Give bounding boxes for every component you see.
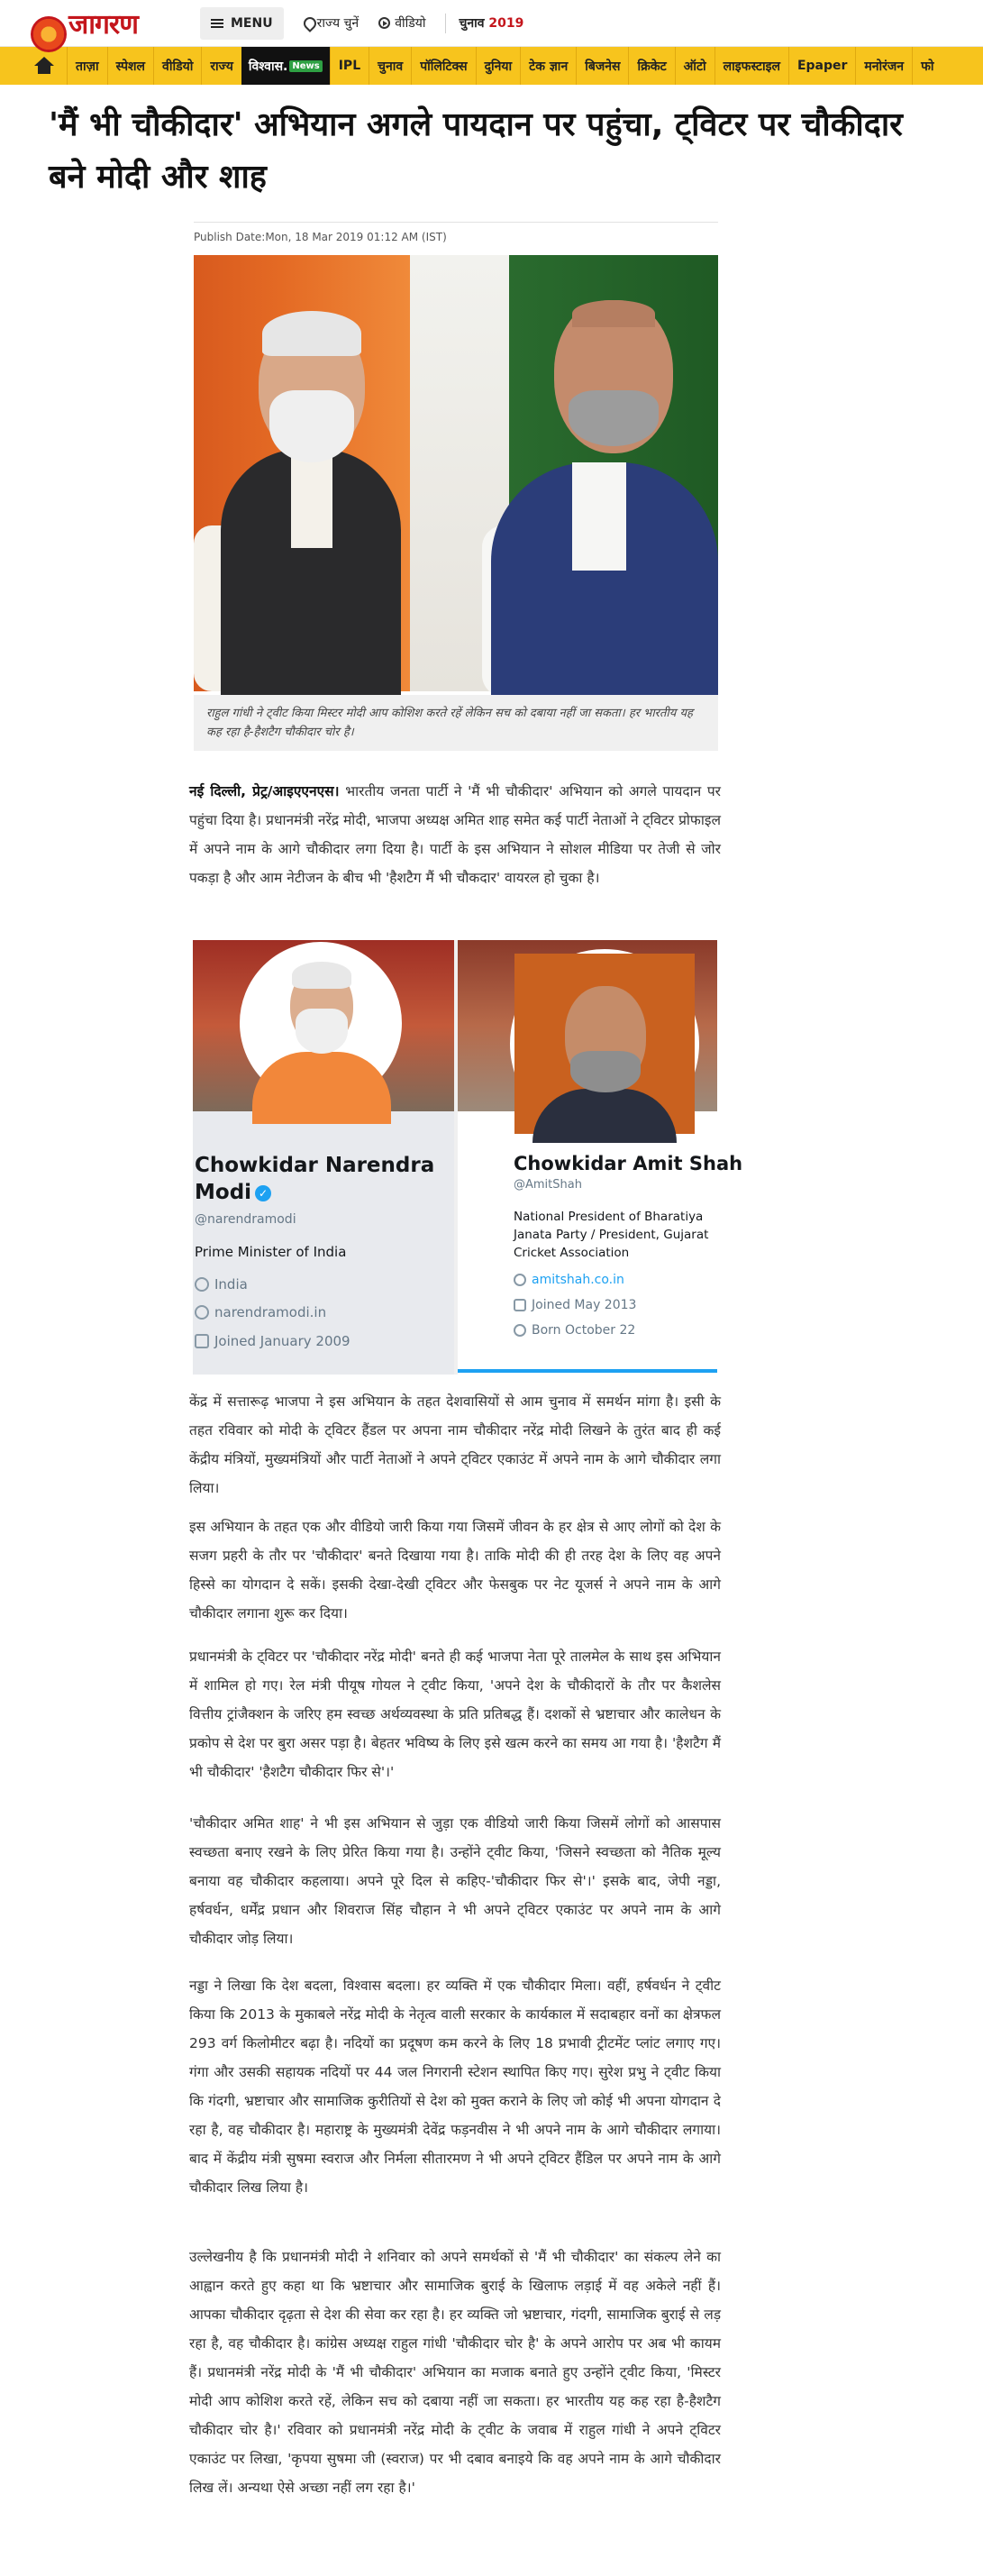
- link-icon: [195, 1305, 209, 1320]
- modi-website-link: narendramodi.in: [214, 1304, 327, 1320]
- profiles-separator: [454, 940, 458, 1375]
- nav-item-lifestyle[interactable]: लाइफस्टाइल: [714, 47, 788, 85]
- video-label: वीडियो: [395, 16, 426, 31]
- person-left-hair: [262, 311, 361, 356]
- nav-item-special[interactable]: स्पेशल: [107, 47, 153, 85]
- nav-item-cricket[interactable]: क्रिकेट: [628, 47, 674, 85]
- shah-handle: @AmitShah: [514, 1178, 582, 1192]
- election-label: चुनाव: [459, 16, 485, 31]
- calendar-icon: [514, 1299, 526, 1311]
- avatar-kurta: [252, 1052, 391, 1124]
- location-icon: [195, 1277, 209, 1292]
- modi-handle: @narendramodi: [195, 1212, 296, 1227]
- nav-item-politics[interactable]: पॉलिटिक्स: [411, 47, 475, 85]
- modi-avatar: [240, 942, 402, 1104]
- shah-bio: National President of Bharatiya Janata Party / President, Gujarat Cricket Association: [514, 1210, 709, 1260]
- vishwas-news-badge: News: [289, 60, 322, 72]
- avatar-beard: [570, 1051, 641, 1092]
- nav-item-tech[interactable]: टेक ज्ञान: [520, 47, 576, 85]
- nav-item-auto[interactable]: ऑटो: [675, 47, 714, 85]
- nav-item-vishwas-news[interactable]: [241, 47, 330, 85]
- body-paragraph: उल्लेखनीय है कि प्रधानमंत्री मोदी ने शनिवार को अपने समर्थकों से 'मैं भी चौकीदार' का संकल्प लेने का आह्वान करते हुए कहा था कि भ्रष्टाचार और सामाजिक बुराई के खिलाफ लड़ाई में वह अकेले नहीं हैं। आपका चौकीदार दृढ़ता से देश की सेवा कर रहा है। हर व्यक्ति जो भ्रष्टाचार, गंदगी, सामाजिक बुराई से लड़ रहा है, वह चौकीदार है। कांग्रेस अध्यक्ष राहुल गांधी 'चौकीदार चोर है' के अपने आरोप पर अब भी कायम हैं। प्रधानमंत्री नरेंद्र मोदी के 'मैं भी चौकीदार' अभियान का मजाक बनाते हुए उन्होंने ट्वीट किया, 'मिस्टर मोदी आप कोशिश करते रहें, लेकिन सच को दबाया नहीं जा सकता। हर भारतीय यह कह रहा है-हैशटैग चौकीदार चोर है।' रविवार को प्रधानमंत्री नरेंद्र मोदी के ट्वीट के जवाब में राहुल गांधी ने अपने ट्विटर एकाउंट पर लिखा, 'कृपया सुषमा जी (स्वराज) पर भी दबाव बनाइये कि वह अपने नाम के आगे चौकीदार लिख लें। अन्यथा ऐसे अच्छा नहीं लग रहा है।': [189, 2249, 721, 2496]
- home-icon[interactable]: [34, 57, 54, 75]
- balloon-icon: [514, 1324, 526, 1337]
- body-paragraph: इस अभियान के तहत एक और वीडियो जारी किया गया जिसमें जीवन के हर क्षेत्र से आए लोगों को देश के सजग प्रहरी के तौर पर 'चौकीदार' बनते दिखाया गया है। ताकि मोदी की ही तरह देश के लिए वह अपने हिस्से का योगदान दे सकें। इसकी देखा-देखी ट्विटर और फेसबुक पर नेट यूजर्स ने अपने नाम के आगे चौकीदार लगाना शुरू कर दिया।: [189, 1519, 721, 1621]
- modi-website: [195, 1304, 326, 1320]
- modi-location-text: India: [214, 1276, 248, 1293]
- body-paragraph: नड्डा ने लिखा कि देश बदला, विश्वास बदला। हर व्यक्ति में एक चौकीदार मिला। वहीं, हर्षवर्धन ने ट्वीट किया कि 2013 के मुकाबले नरेंद्र मोदी के नेतृत्व वाली सरकार के कार्यकाल में सदाबहार वनों का क्षेत्रफल 293 वर्ग किलोमीटर बढ़ा है। नदियों का प्रदूषण कम करने के लिए 18 प्रभावी ट्रीटमेंट प्लांट लगाए गए। गंगा और उसकी सहायक नदियों पर 44 जल निगरानी स्टेशन स्थापित किए गए। सुरेश प्रभु ने ट्वीट किया कि गंदगी, भ्रष्टाचार और सामाजिक कुरीतियों से देश को मुक्त कराने के लिए जो कोई भी अपना योगदान दे रहा है, वह चौकीदार है। महाराष्ट्र के मुख्यमंत्री देवेंद्र फड़नवीस ने भी अपने नाम के आगे चौकीदार लगाया। बाद में केंद्रीय मंत्री सुषमा स्वराज और निर्मला सीतारमण ने भी अपने ट्विटर हैंडिल पर अपने नाम के आगे चौकीदार लिख लिया है।: [189, 1978, 721, 2196]
- nav-item-photo[interactable]: फो: [912, 47, 942, 85]
- menu-button[interactable]: [200, 7, 284, 40]
- nav-item-rajya[interactable]: राज्य: [201, 47, 241, 85]
- person-right-kurta: [572, 462, 626, 571]
- nav-item-taza[interactable]: ताज़ा: [67, 47, 107, 85]
- body-paragraph: 'चौकीदार अमित शाह' ने भी इस अभियान से जुड़ा एक वीडियो जारी किया जिसमें लोगों को आसपास स्वच्छता बनाए रखने के लिए प्रेरित किया गया है। उन्होंने ट्वीट किया, 'जिसने स्वच्छता को नैतिक मूल्य बनाया वह चौकीदार कहलाया। अपने पूरे दिल से कहिए-'चौकीदार फिर से'।' इसके बाद, जेपी नड्डा, हर्षवर्धन, धर्मेंद्र प्रधान और शिवराज सिंह चौहान ने भी अपने ट्विटर एकाउंट पर अपने नाम के आगे चौकीदार जोड़ लिया।: [189, 1815, 721, 1947]
- verified-badge-icon: ✓: [255, 1185, 271, 1201]
- photo-caption: राहुल गांधी ने ट्वीट किया मिस्टर मोदी आप कोशिश करते रहें लेकिन सच को दबाया नहीं जा सकता। हर भारतीय यह कह रहा है-हैशटैग चौकीदार चोर है।: [194, 695, 718, 751]
- jagran-logo[interactable]: [31, 5, 166, 41]
- person-right-beard: [569, 390, 659, 446]
- nav-item-chunav[interactable]: चुनाव: [369, 47, 411, 85]
- video-link[interactable]: [378, 14, 425, 32]
- logo-text: जागरण: [68, 9, 138, 41]
- shah-born: [514, 1323, 635, 1338]
- nav-item-business[interactable]: बिजनेस: [576, 47, 628, 85]
- body-paragraph: केंद्र में सत्तारूढ़ भाजपा ने इस अभियान के तहत देशवासियों से आम चुनाव में समर्थन मांगा है। इसी के तहत रविवार को मोदी के ट्विटर हैंडल पर अपना नाम चौकीदार नरेंद्र मोदी लिखने के तुरंत बाद ही कई केंद्रीय मंत्रियों, मुख्यमंत्रियों और पार्टी नेताओं ने अपने ट्विटर एकाउंट में अपने नाम के आगे चौकीदार लगा लिया।: [189, 1393, 721, 1496]
- nav-item-world[interactable]: दुनिया: [476, 47, 521, 85]
- vishwas-label: विश्वास.: [248, 59, 288, 74]
- nav-item-video[interactable]: वीडियो: [153, 47, 201, 85]
- modi-bio: Prime Minister of India: [195, 1244, 347, 1260]
- shah-avatar: [510, 949, 699, 1138]
- article-headline: 'मैं भी चौकीदार' अभियान अगले पायदान पर पहुंचा, ट्विटर पर चौकीदार बने मोदी और शाह: [49, 106, 903, 196]
- twitter-profiles-image[interactable]: [193, 940, 743, 1375]
- shah-joined: [514, 1298, 636, 1312]
- modi-display-name: [195, 1152, 447, 1206]
- person-left-beard: [269, 390, 354, 462]
- lead-paragraph: [189, 777, 721, 892]
- hero-photo[interactable]: [194, 255, 718, 691]
- select-state-link[interactable]: [304, 14, 360, 32]
- sun-logo-icon: [31, 13, 67, 34]
- shah-website-link: amitshah.co.in: [532, 1273, 624, 1287]
- person-right-hair: [572, 300, 655, 327]
- election-link[interactable]: [459, 14, 523, 32]
- shah-joined-text: Joined May 2013: [532, 1298, 637, 1312]
- category-nav: [0, 47, 983, 85]
- shah-website: [514, 1273, 624, 1287]
- nav-item-ipl[interactable]: IPL: [330, 47, 369, 85]
- image-bottom-bar: [458, 1369, 717, 1373]
- play-icon: [378, 17, 390, 29]
- avatar-beard: [296, 1009, 348, 1054]
- shah-born-text: Born October 22: [532, 1323, 636, 1338]
- body-paragraph: प्रधानमंत्री के ट्विटर पर 'चौकीदार नरेंद्र मोदी' बनते ही कई भाजपा नेता पूरे तालमेल के साथ इस अभियान में शामिल हो गए। रेल मंत्री पीयूष गोयल ने ट्वीट किया, 'अपने देश के चौकीदारों के तौर पर कैशलेस वित्तीय ट्रांजैक्शन के जरिए हम स्वच्छ अर्थव्यवस्था के प्रति प्रतिबद्ध हैं। दशकों से भ्रष्टाचार और कालेधन के प्रकोप से देश पर बुरा असर पड़ा है। बेहतर भविष्य के लिए इसे खत्म करने का समय आ गया है। 'हैशटैग मैं भी चौकीदार' 'हैशटैग चौकीदार फिर से'।': [189, 1649, 721, 1780]
- nav-item-entertainment[interactable]: मनोरंजन: [855, 47, 912, 85]
- lead-text: भारतीय जनता पार्टी ने 'मैं भी चौकीदार' अभियान को अगले पायदान पर पहुंचा दिया है। प्रधानमंत्री नरेंद्र मोदी, भाजपा अध्यक्ष अमित शाह समेत कई पार्टी नेताओं ने ट्विटर प्रोफाइल में अपने नाम के आगे चौकीदार लगा दिया है। पार्टी के इस अभियान ने सोशल मीडिया पर तेजी से जोर पकड़ा है और आम नेटीजन के बीच भी 'हैशटैग मैं भी चौकदार' वायरल हो चुका है।: [189, 783, 721, 886]
- modi-joined: [195, 1333, 350, 1349]
- top-bar: [0, 0, 983, 47]
- select-state-label: राज्य चुनें: [316, 16, 360, 31]
- modi-joined-text: Joined January 2009: [214, 1333, 350, 1349]
- location-pin-icon: [304, 17, 313, 29]
- nav-item-epaper[interactable]: Epaper: [788, 47, 855, 85]
- modi-location: [195, 1276, 248, 1293]
- election-year: 2019: [488, 16, 524, 31]
- publish-date: Publish Date:Mon, 18 Mar 2019 01:12 AM (IST): [194, 231, 447, 243]
- headline-divider: [194, 222, 718, 223]
- shah-display-name: Chowkidar Amit Shah: [514, 1153, 743, 1174]
- modi-name-text: Chowkidar Narendra Modi: [195, 1154, 435, 1204]
- calendar-icon: [195, 1334, 209, 1348]
- link-icon: [514, 1274, 526, 1286]
- avatar-hair: [292, 962, 351, 989]
- person-left-kurta: [291, 449, 332, 548]
- hamburger-icon: [211, 19, 223, 28]
- header-divider: [445, 14, 446, 33]
- dateline: नई दिल्ली, प्रेट्र/आइएएनएस।: [189, 783, 340, 799]
- menu-label: MENU: [231, 15, 273, 31]
